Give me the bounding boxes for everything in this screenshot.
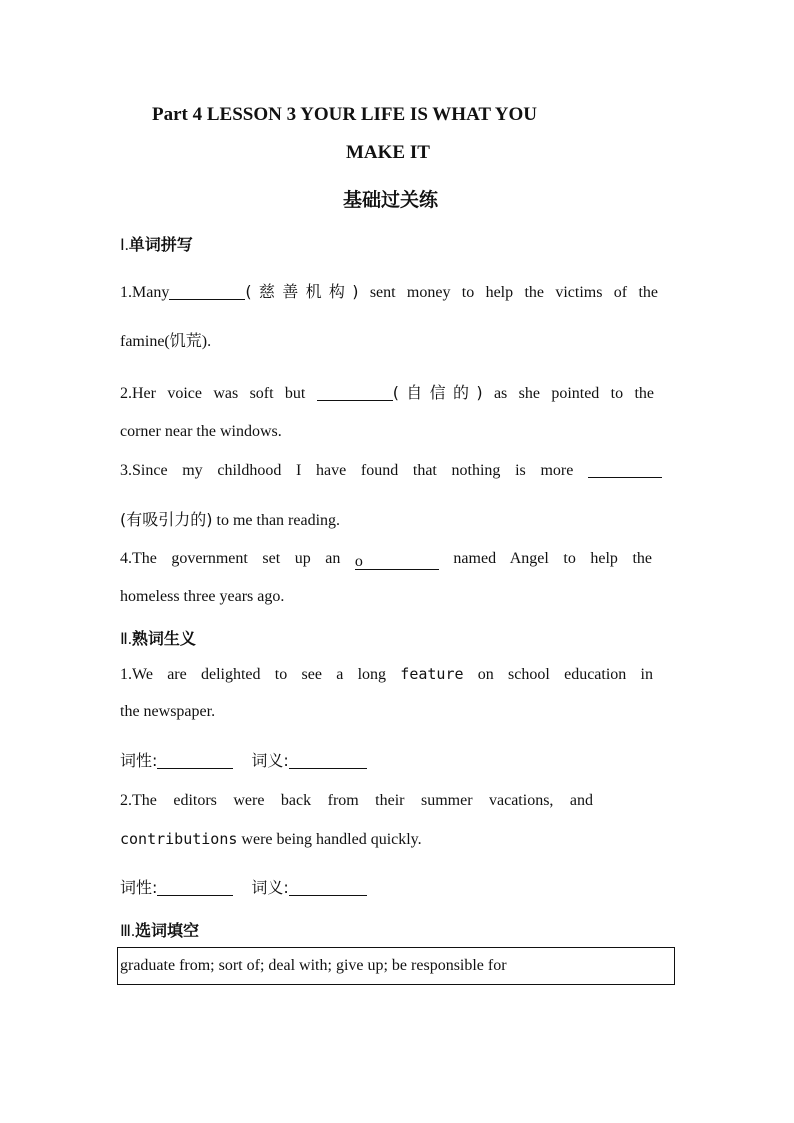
s2-item-2-text-b: were being handled quickly. <box>237 831 422 848</box>
title-line-1: Part 4 LESSON 3 YOUR LIFE IS WHAT YOU <box>152 104 537 125</box>
s2-item-1-text-b: on school education in <box>463 666 653 683</box>
s2-item-1-meaning-blank[interactable] <box>289 752 367 769</box>
section-3-title: 选词填空 <box>135 921 200 940</box>
s2-item-2-pos-label: 词性: <box>120 878 158 897</box>
section-2-heading <box>120 626 196 649</box>
section-2-title: 熟词生义 <box>131 629 196 648</box>
subtitle: 基础过关练 <box>343 189 439 211</box>
s2-item-2-word: contributions <box>120 830 238 848</box>
word-bank-box <box>117 947 675 985</box>
section-1-heading <box>120 232 193 255</box>
s1-item-4-line-2: homeless three years ago. <box>120 588 285 605</box>
s1-item-2-hint: (自信的) <box>392 383 483 402</box>
section-1-numeral: Ⅰ. <box>120 237 129 254</box>
s1-item-3-line-2 <box>120 507 340 530</box>
s2-item-2-pos-blank[interactable] <box>157 879 233 896</box>
s2-item-2-line-2 <box>120 830 422 849</box>
section-3-heading <box>120 918 199 941</box>
s2-item-2-meaning-label: 词义: <box>251 878 289 897</box>
s1-item-2-blank[interactable] <box>317 384 393 401</box>
s1-item-4-text-a: 4.The government set up an <box>120 550 355 567</box>
s1-item-3-hint: (有吸引力的) <box>120 510 213 529</box>
s1-item-3-text-b: to me than reading. <box>212 512 341 529</box>
s1-item-1-line-1 <box>120 279 658 302</box>
s1-item-4-letter: o <box>354 553 363 570</box>
s1-item-1-text-d: ). <box>201 333 212 350</box>
s1-item-4-blank[interactable] <box>355 553 439 570</box>
s2-item-1-pos-blank[interactable] <box>157 752 233 769</box>
s2-item-1-meaning-label: 词义: <box>251 751 289 770</box>
title-line-2: MAKE IT <box>346 142 430 163</box>
word-bank-text: graduate from; sort of; deal with; give up; be responsible for <box>120 957 507 974</box>
s1-item-2-line-1 <box>120 380 654 403</box>
s1-item-2-line-2: corner near the windows. <box>120 423 282 440</box>
s1-item-3-line-1 <box>120 461 662 480</box>
section-3-numeral: Ⅲ. <box>120 923 136 940</box>
s1-item-2-text-a: 2.Her voice was soft but <box>120 385 317 402</box>
s1-item-1-hint: (慈善机构) <box>245 282 359 301</box>
s2-item-1-line-1 <box>120 665 653 684</box>
s2-item-1-pos-label: 词性: <box>120 751 158 770</box>
s1-item-1-line-2 <box>120 328 211 351</box>
s2-item-2-meaning-blank[interactable] <box>289 879 367 896</box>
section-2-numeral: Ⅱ. <box>120 631 132 648</box>
s1-item-1-text-b: sent money to help the victims of the <box>358 284 658 301</box>
s1-item-1-text-a: 1.Many <box>120 284 170 301</box>
s2-item-1-answer-row <box>120 748 367 771</box>
s1-item-1-blank[interactable] <box>169 283 245 300</box>
s2-item-1-text-a: 1.We are delighted to see a long <box>120 666 401 683</box>
s2-item-2-line-1: 2.The editors were back from their summer vacations, and <box>120 792 593 809</box>
s1-item-1-text-c: famine( <box>120 333 170 350</box>
s2-item-1-line-2: the newspaper. <box>120 703 216 720</box>
s1-item-3-text-a: 3.Since my childhood I have found that nothing is more <box>120 462 588 479</box>
section-1-title: 单词拼写 <box>128 235 193 254</box>
s1-item-1-cn: 饥荒 <box>169 331 202 350</box>
s1-item-4-line-1 <box>120 550 652 570</box>
s1-item-3-blank[interactable] <box>588 461 662 478</box>
s1-item-4-text-b: named Angel to help the <box>438 550 653 567</box>
s2-item-1-word: feature <box>400 665 464 683</box>
s2-item-2-answer-row <box>120 875 367 898</box>
s1-item-2-text-b: as she pointed to the <box>482 385 654 402</box>
